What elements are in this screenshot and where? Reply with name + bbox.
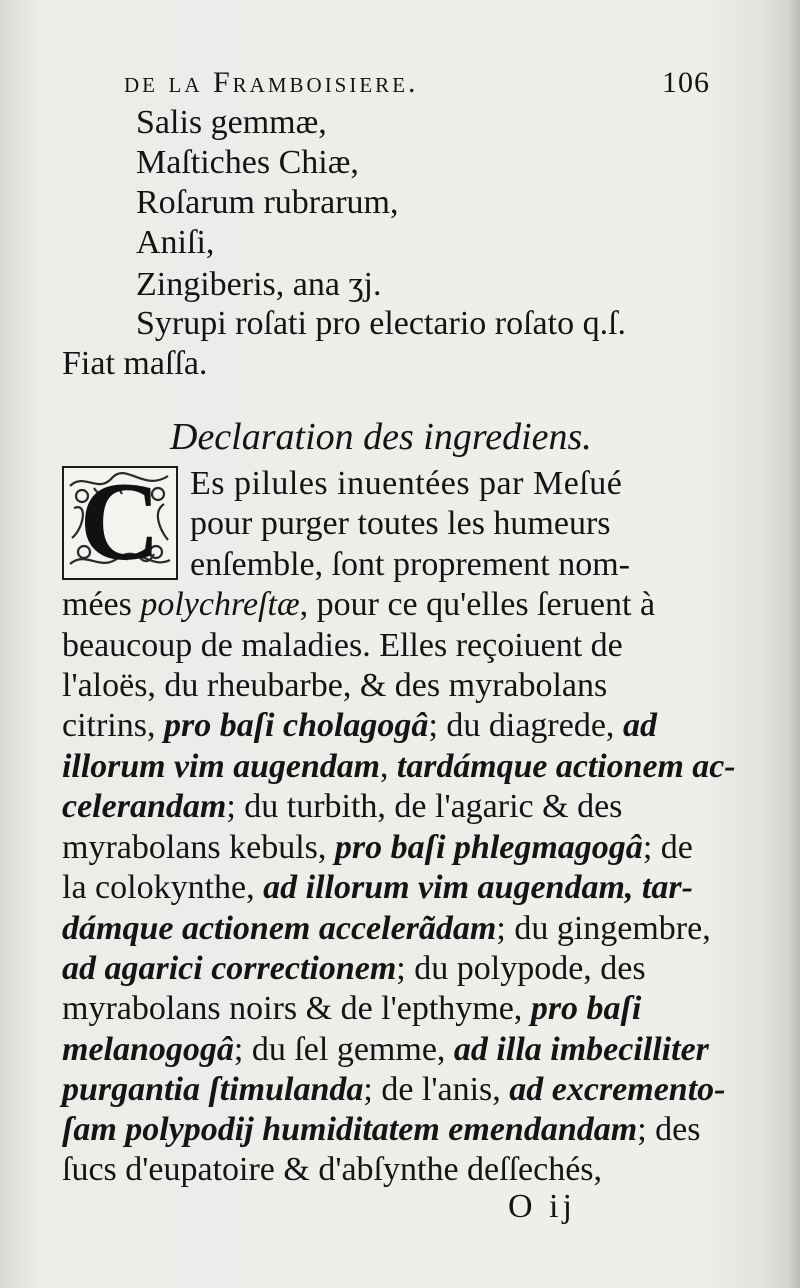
recipe-line: Fiat maſſa. (62, 345, 208, 382)
latin-term: purgantia ſtimulanda (62, 1071, 364, 1108)
body-line: Es pilules inuentées par Meſué (190, 465, 623, 502)
latin-term: ad excremento- (509, 1071, 726, 1108)
body-line: beaucoup de maladies. Elles reçoiuent de (62, 627, 623, 664)
latin-term: pro baſi cholagogâ (163, 707, 429, 744)
body-line (62, 1031, 709, 1069)
recipe-line: Salis gemmæ, (136, 104, 327, 141)
page-edge (786, 0, 800, 1288)
body-text: myrabolans kebuls, (62, 829, 335, 866)
recipe-line: Aniſi, (136, 224, 215, 261)
recipe-line: Zingiberis, ana ʒj. (136, 266, 382, 303)
body-text: citrins, (62, 707, 164, 744)
body-text: , (379, 748, 397, 785)
body-text: ; du polypode, des (396, 950, 646, 987)
section-heading: Declaration des ingrediens. (170, 416, 592, 458)
body-text: la colokynthe, (62, 869, 264, 906)
body-line (62, 748, 736, 786)
body-text: ; du turbith, de l'agaric & des (226, 788, 623, 825)
latin-term: pro baſi phlegmagogâ (334, 829, 643, 866)
body-line (62, 910, 711, 948)
body-line: pour purger toutes les humeurs (190, 505, 611, 542)
body-line (62, 950, 646, 988)
body-text: myrabolans noirs & de l'epthyme, (62, 990, 531, 1027)
decorated-initial (62, 466, 178, 580)
body-text: , pour ce qu'elles ſeruent à (299, 586, 656, 623)
recipe-line: Roſarum rubrarum, (136, 184, 399, 221)
latin-term: ad (622, 707, 657, 744)
body-line (62, 829, 693, 867)
latin-term: ad illa imbecilliter (453, 1031, 709, 1068)
latin-term: dámque actionem accelerãdam (62, 910, 497, 947)
body-line (62, 788, 622, 826)
body-line (62, 1071, 725, 1109)
latin-term: ad agarici correctionem (62, 950, 397, 987)
recipe-line: Syrupi roſati pro electario roſato q.ſ. (136, 305, 627, 342)
latin-term: melanogogâ (62, 1031, 234, 1068)
body-line (62, 586, 655, 624)
latin-term: tardámque actionem ac- (396, 748, 736, 785)
body-text: ; des (637, 1111, 701, 1148)
latin-term: celerandam (62, 788, 227, 825)
latin-term: polychreſtæ (140, 586, 300, 623)
body-line (62, 1111, 700, 1149)
body-line: enſemble, ſont proprement nom- (190, 546, 630, 583)
body-text: ; du ſel gemme, (233, 1031, 454, 1068)
body-text: ; de (642, 829, 693, 866)
recipe-line: Maſtiches Chiæ, (136, 144, 359, 181)
body-line: l'aloës, du rheubarbe, & des myrabolans (62, 667, 608, 704)
body-line (62, 869, 693, 907)
body-line: ſucs d'eupatoire & d'abſynthe deſſechés, (62, 1151, 603, 1188)
latin-term: pro baſi (530, 990, 642, 1027)
latin-term: ſam polypodij humiditatem emendandam (62, 1111, 638, 1148)
body-line (62, 990, 641, 1028)
latin-term: ad illorum vim augendam, tar- (263, 869, 693, 906)
page-number: 106 (662, 66, 710, 99)
body-text: ; de l'anis, (363, 1071, 510, 1108)
latin-term: illorum vim augendam (62, 748, 380, 785)
drop-cap-letter: C (79, 466, 161, 580)
body-text: ; du gingembre, (496, 910, 711, 947)
body-line (62, 707, 657, 745)
body-text: mées (62, 586, 141, 623)
body-text: ; du diagrede, (428, 707, 623, 744)
signature-mark: O ij (508, 1188, 576, 1225)
running-title: de la Framboisiere. (124, 66, 419, 99)
